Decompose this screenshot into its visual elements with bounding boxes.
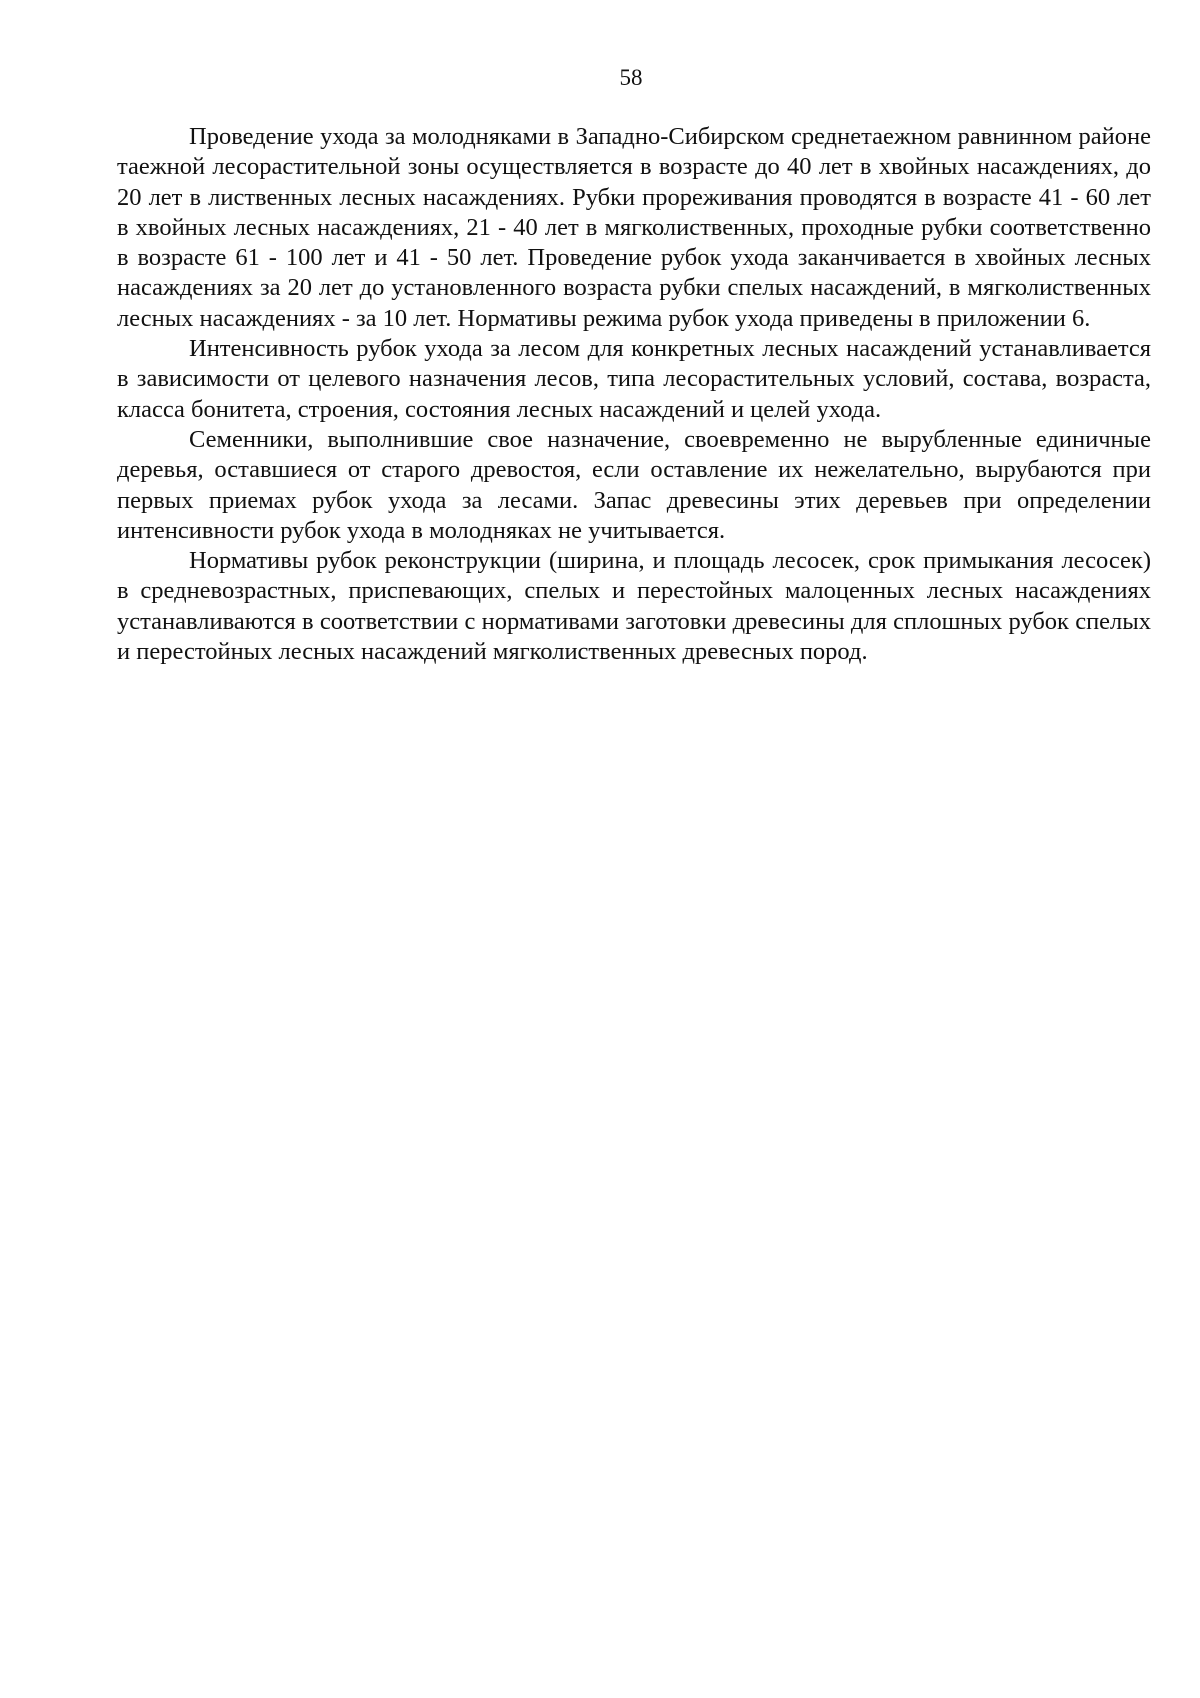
paragraph-reconstruction: Нормативы рубок реконструкции (ширина, и площадь лесосек, срок примыкания лесосек) в средневозрастных, приспевающих, спелых и перестойных малоценных лесных насаждениях устанавливаются в соответствии с нормативами заготовки древесины для сплошных рубок спелых и перестойных лесных насаждений мягколиственных древесных пород. [117,547,1151,666]
page-number: 58 [619,65,643,90]
document-body [117,122,1151,667]
paragraph-seed-trees: Семенники, выполнившие свое назначение, своевременно не вырубленные единичные деревья, оставшиеся от старого древостоя, если оставление их нежелательно, вырубаются при первых приемах рубок ухода за лесами. Запас древесины этих деревьев при определении интенсивности рубок ухода в молодняках не учитывается. [117,425,1151,544]
paragraph-thinning-ages: Проведение ухода за молодняками в Западно-Сибирском среднетаежном равнинном районе таежной лесорастительной зоны осуществляется в возрасте до 40 лет в хвойных насаждениях, до 20 лет в лиственных лесных насаждениях. Рубки прореживания проводятся в возрасте 41 - 60 лет в хвойных лесных насаждениях, 21 - 40 лет в мягколиственных, проходные рубки соответственно в возрасте 61 - 100 лет и 41 - 50 лет. Проведение рубок ухода заканчивается в хвойных лесных насаждениях за 20 лет до установленного возраста рубки спелых насаждений, в мягколиственных лесных насаждениях - за 10 лет. Нормативы режима рубок ухода приведены в приложении 6. [117,123,1151,332]
paragraph-intensity: Интенсивность рубок ухода за лесом для конкретных лесных насаждений устанавливается в зависимости от целевого назначения лесов, типа лесорастительных условий, состава, возраста, класса бонитета, строения, состояния лесных насаждений и целей ухода. [117,335,1151,423]
